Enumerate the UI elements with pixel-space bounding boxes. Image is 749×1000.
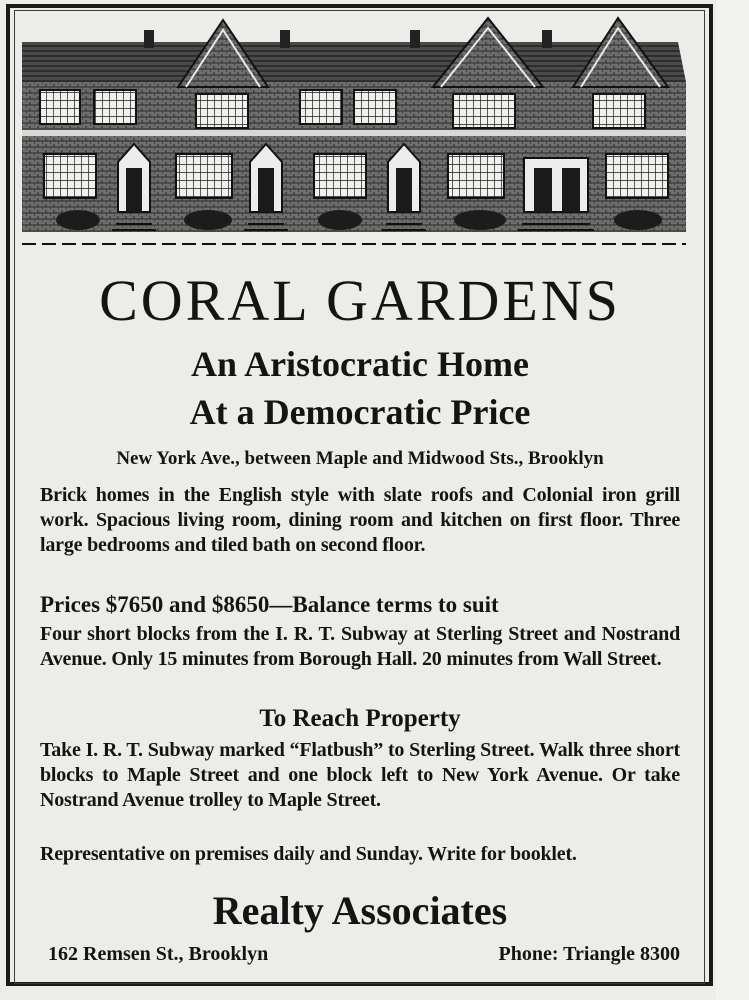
company-name: Realty Associates — [212, 888, 508, 933]
representative-paragraph: Representative on premises daily and Sunday. Write for booklet. — [40, 843, 577, 865]
prices-line: Prices $7650 and $8650—Balance terms to suit — [40, 592, 499, 617]
property-address: New York Ave., between Maple and Midwood Sts., Brooklyn — [116, 448, 604, 469]
ad-title: CORAL GARDENS — [99, 268, 621, 333]
company-phone: Phone: Triangle 8300 — [498, 943, 680, 965]
tagline-line-1: An Aristocratic Home — [191, 344, 529, 384]
tagline-line-2: At a Democratic Price — [189, 392, 531, 432]
reach-property-heading: To Reach Property — [259, 705, 461, 732]
company-address: 162 Remsen St., Brooklyn — [48, 943, 269, 965]
description-paragraph: Brick homes in the English style with slate roofs and Colonial iron grill work. Spacious living room, dining room and kitchen on first floor. Three large bedrooms and tiled bath on second floor. — [40, 484, 680, 556]
row-houses-illustration — [18, 12, 688, 252]
directions-paragraph: Take I. R. T. Subway marked “Flatbush” to Sterling Street. Walk three short blocks to Maple Street and one block left to New York Avenue. Or take Nostrand Avenue trolley to Maple Street. — [40, 739, 680, 811]
ad-footer — [40, 940, 680, 968]
page-margin — [716, 0, 749, 1000]
access-paragraph: Four short blocks from the I. R. T. Subway at Sterling Street and Nostrand Avenue. Only 15 minutes from Borough Hall. 20 minutes from Wall Street. — [40, 623, 680, 670]
